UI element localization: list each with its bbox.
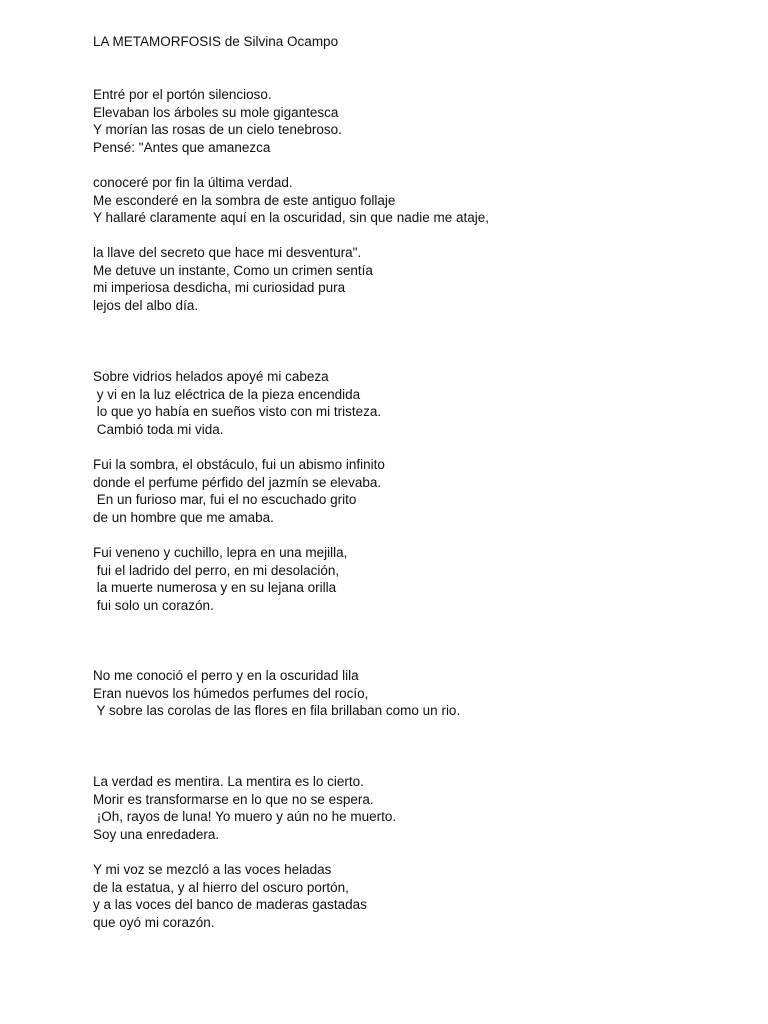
stanza-8 [93,773,396,843]
poem-line: lejos del albo día. [93,297,199,313]
poem-line: Y sobre las corolas de las flores en fila brillaban como un rio. [93,703,461,719]
poem-line: mi imperiosa desdicha, mi curiosidad pura [93,280,346,296]
poem-line: Fui veneno y cuchillo, lepra en una mejilla, [93,545,348,560]
poem-line: Y mi voz se mezcló a las voces heladas [93,862,332,877]
poem-line: No me conoció el perro y en la oscuridad lila [93,668,359,683]
poem-line: conoceré por fin la última verdad. [93,175,293,190]
stanza-7 [93,667,460,720]
poem-line: fui solo un corazón. [93,597,214,613]
poem-line: Entré por el portón silencioso. [93,87,272,102]
poem-line: Cambió toda mi vida. [93,421,224,437]
poem-line: Me detuve un instante, Como un crimen sentía [93,262,373,278]
poem-line: ¡Oh, rayos de luna! Yo muero y aún no he muerto. [93,809,397,825]
poem-line: donde el perfume pérfido del jazmín se elevaba. [93,474,382,490]
poem-line: la llave del secreto que hace mi desventura". [93,245,362,260]
stanza-5 [93,456,385,526]
poem-line: de un hombre que me amaba. [93,509,274,525]
poem-line: Soy una enredadera. [93,826,220,842]
poem-line: Morir es transformarse en lo que no se espera. [93,791,374,807]
poem-line: Fui la sombra, el obstáculo, fui un abismo infinito [93,457,385,472]
stanza-6 [93,544,347,614]
poem-line: lo que yo había en sueños visto con mi tristeza. [93,404,382,420]
poem-line: Eran nuevos los húmedos perfumes del rocío, [93,685,369,701]
poem-line: que oyó mi corazón. [93,914,215,930]
poem-line: Pensé: "Antes que amanezca [93,139,271,155]
poem-line: de la estatua, y al hierro del oscuro portón, [93,879,349,895]
stanza-2 [93,174,489,227]
poem-line: Me esconderé en la sombra de este antiguo follaje [93,192,396,208]
stanza-1 [93,86,342,156]
poem-line: La verdad es mentira. La mentira es lo cierto. [93,774,364,789]
poem-line: y vi en la luz eléctrica de la pieza encendida [93,386,361,402]
poem-line: fui el ladrido del perro, en mi desolación, [93,562,340,578]
stanza-3 [93,244,373,314]
poem-line: la muerte numerosa y en su lejana orilla [93,580,337,596]
poem-line: y a las voces del banco de maderas gastadas [93,897,367,913]
poem-line: Sobre vidrios helados apoyé mi cabeza [93,369,329,384]
poem-line: Y hallaré claramente aquí en la oscuridad, sin que nadie me ataje, [93,210,490,226]
poem-line: Y morían las rosas de un cielo tenebroso. [93,122,342,138]
poem-line: Elevaban los árboles su mole gigantesca [93,104,339,120]
stanza-9 [93,861,367,931]
poem-line: En un furioso mar, fui el no escuchado grito [93,492,357,508]
stanza-4 [93,368,381,438]
poem-title: LA METAMORFOSIS de Silvina Ocampo [93,34,339,49]
